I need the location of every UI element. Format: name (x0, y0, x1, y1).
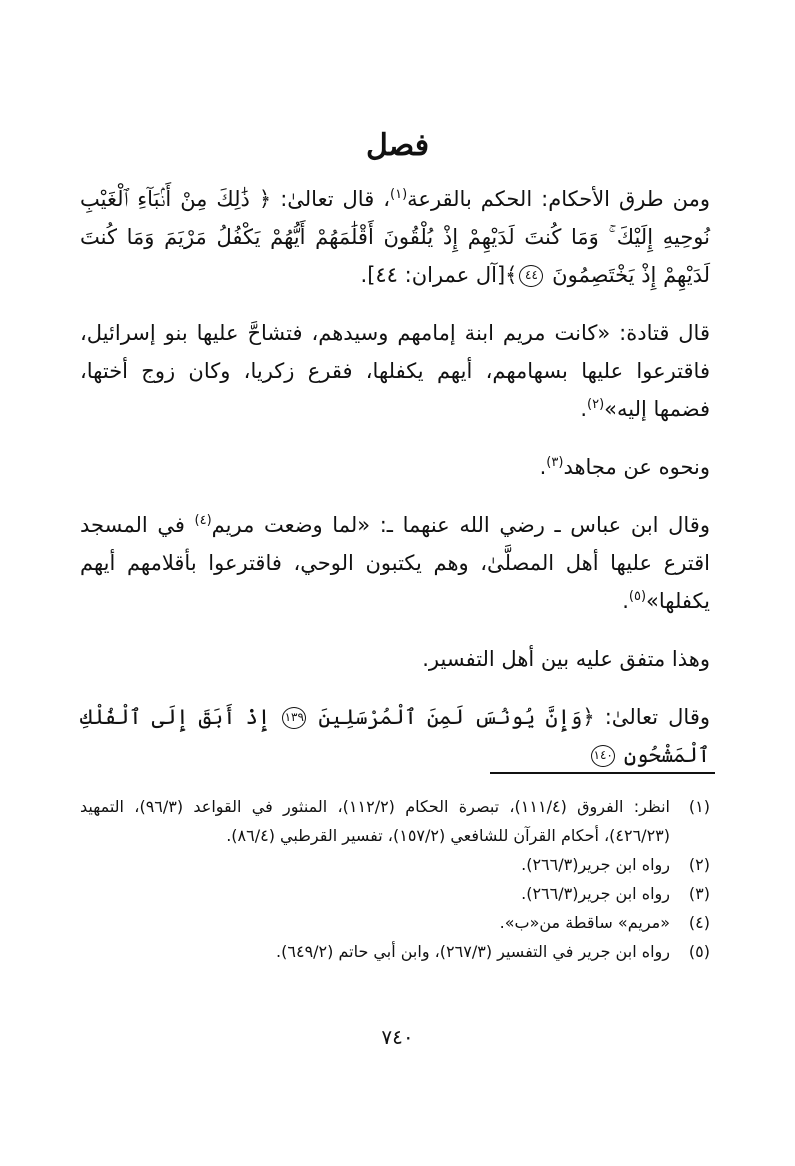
footnote-divider (490, 772, 715, 774)
p1-intro: ، قال تعالىٰ: ﴿ (258, 187, 391, 211)
p6-intro: وقال تعالىٰ: ﴿ (582, 705, 710, 729)
footnote-ref-4[interactable]: (٤) (194, 513, 212, 528)
paragraph-2 (80, 314, 710, 428)
p3-text: ونحوه عن مجاهد (563, 455, 710, 479)
p4-text: وقال ابن عباس ـ رضي الله عنهما ـ: «لما وضعت مريم (211, 513, 710, 537)
ayah-number-139: ١٣٩ (282, 707, 306, 729)
footnote-ref-3[interactable]: (٣) (546, 455, 564, 470)
p2-text: قال قتادة: «كانت مريم ابنة إمامهم وسيدهم، فتشاحَّ عليها بنو إسرائيل، فاقترعوا عليها بسهامهم، أيهم يكفلها، فقرع زكريا، وكان زوج أختها، فضمها إليه» (80, 321, 710, 421)
paragraph-1 (80, 180, 710, 294)
footnote-number: (٣) (688, 884, 710, 903)
paragraph-4 (80, 506, 710, 620)
ayah-number-140: ١٤٠ (591, 745, 615, 767)
footnote-4 (80, 908, 710, 937)
page-number: ٧٤٠ (381, 1025, 414, 1049)
footnote-text: «مريم» ساقطة من«ب». (499, 913, 670, 932)
footnote-2 (80, 850, 710, 879)
footnote-number: (١) (688, 797, 710, 816)
footnote-text: انظر: الفروق (١١١/٤)، تبصرة الحكام (١١٢/٢)، المنثور في القواعد (٩٦/٣)، التمهيد (٤٢٦/٢٣)، أحكام القرآن للشافعي (١٥٧/٢)، تفسير القرطبي (٨٦/٤). (80, 797, 670, 845)
paragraph-6 (80, 698, 710, 774)
p3-end: . (539, 455, 547, 479)
ayah-number-44: ٤٤ (519, 265, 543, 287)
quran-verse-1: ذَٰلِكَ مِنْ أَنۢبَآءِ ٱلْغَيْبِ نُوحِيهِ إِلَيْكَ ۚ وَمَا كُنتَ لَدَيْهِمْ إِذْ يُلْقُونَ أَقْلَٰمَهُمْ أَيُّهُمْ يَكْفُلُ مَرْيَمَ وَمَا كُنتَ لَدَيْهِمْ إِذْ يَخْتَصِمُونَ (80, 187, 710, 287)
footnote-number: (٢) (688, 855, 710, 874)
p4-text-2: في المسجد اقترع عليها أهل المصلَّىٰ، وهم يكتبون الوحي، فاقترعوا بأقلامهم أيهم يكفلها» (80, 513, 710, 613)
p1-text: ومن طرق الأحكام: الحكم بالقرعة (407, 187, 710, 211)
p2-end: . (580, 397, 588, 421)
main-text (80, 180, 710, 794)
paragraph-3 (80, 448, 710, 486)
p4-end: . (622, 589, 629, 613)
p1-citation: ﴾[آل عمران: ٤٤]. (360, 263, 518, 287)
footnote-ref-1[interactable]: (١) (390, 187, 408, 202)
footnote-ref-5[interactable]: (٥) (628, 589, 647, 604)
footnote-text: رواه ابن جرير(٢٦٦/٣). (521, 884, 670, 903)
footnote-number: (٥) (688, 942, 710, 961)
footnote-1 (80, 792, 710, 850)
footnote-text: رواه ابن جرير في التفسير (٢٦٧/٣)، وابن أبي حاتم (٦٤٩/٢). (276, 942, 670, 961)
footnote-3 (80, 879, 710, 908)
footnotes (80, 792, 710, 966)
footnote-5 (80, 937, 710, 966)
section-heading: فصل (365, 128, 430, 163)
quran-verse-139: وَإِنَّ يُونُسَ لَمِنَ ٱلْمُرْسَلِينَ (318, 705, 583, 729)
paragraph-5: وهذا متفق عليه بين أهل التفسير. (422, 647, 710, 671)
quran-verse-140: إِذْ أَبَقَ إِلَى ٱلْفُلْكِ ٱلْمَشْحُونِ (80, 705, 710, 767)
footnote-number: (٤) (688, 913, 710, 932)
footnote-text: رواه ابن جرير(٢٦٦/٣). (521, 855, 670, 874)
footnote-ref-2[interactable]: (٢) (587, 397, 605, 412)
